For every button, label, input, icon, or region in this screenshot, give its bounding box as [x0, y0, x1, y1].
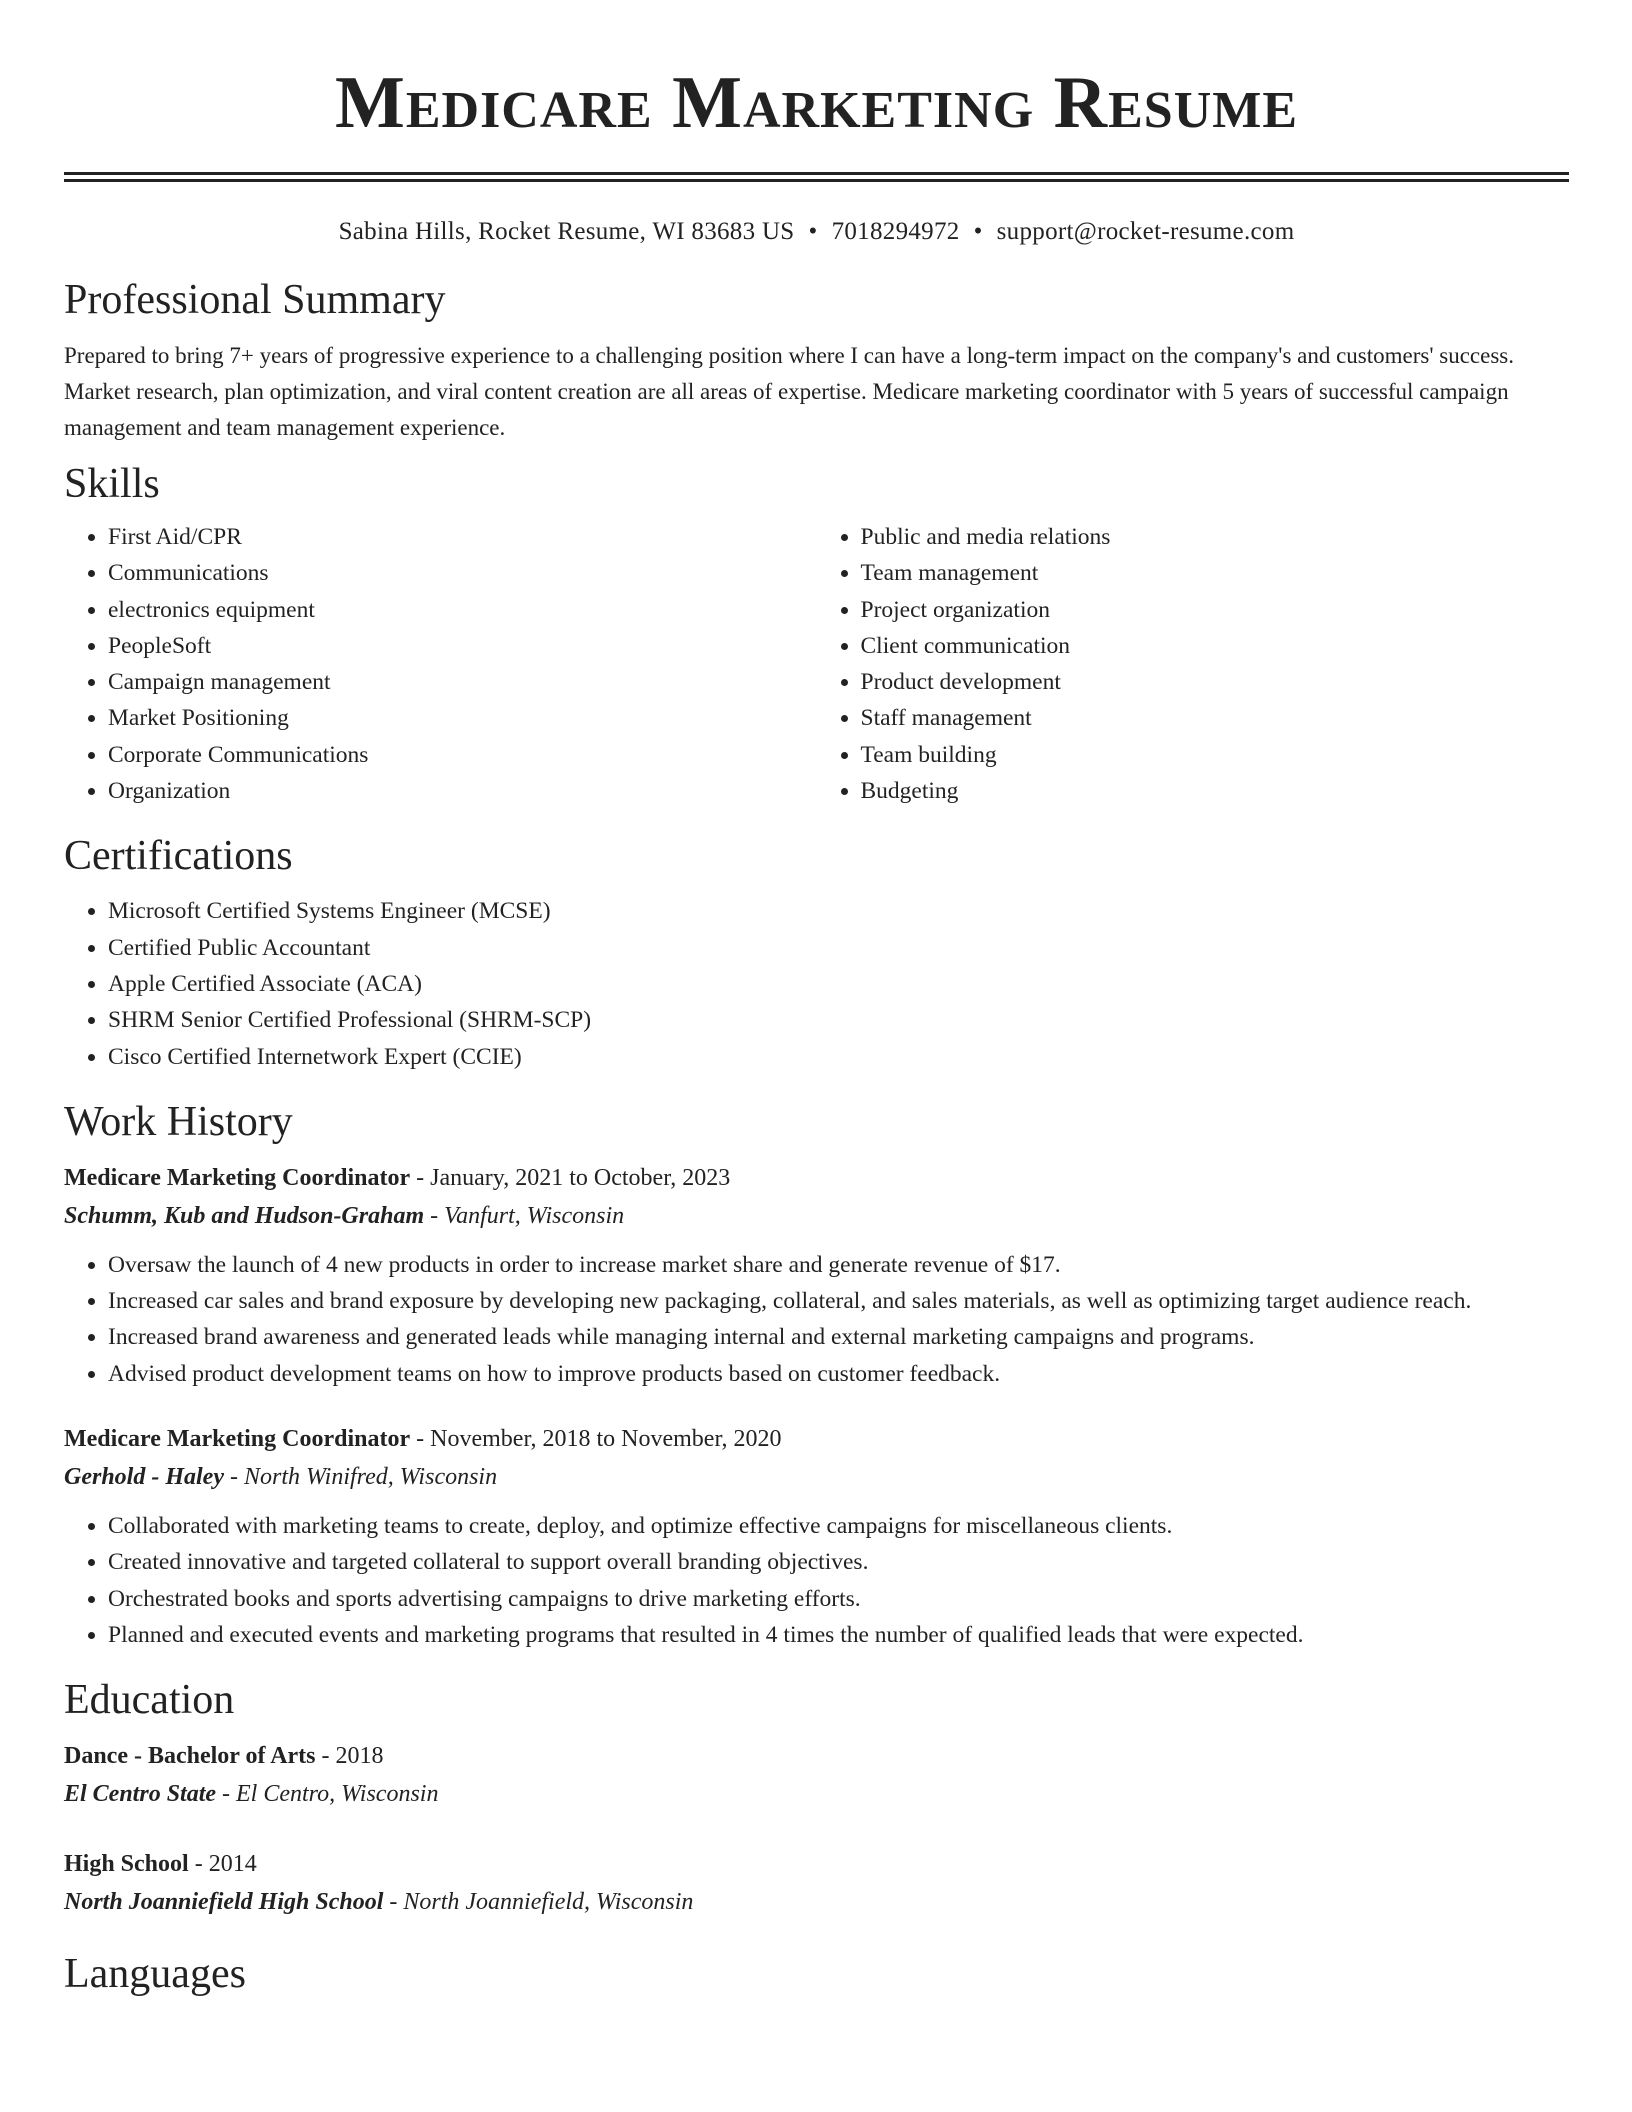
languages-heading: Languages — [64, 1951, 246, 1998]
job-duty: • Increased brand awareness and generated leads while managing internal and external marketing campaigns and programs. — [108, 1319, 1569, 1355]
skill-item: • Campaign management — [108, 664, 817, 700]
skill-item: • Team management — [861, 555, 1570, 591]
job-location: - North Winifred, Wisconsin — [223, 1464, 498, 1491]
skill-item: • Budgeting — [861, 773, 1570, 809]
contact-address: Sabina Hills, Rocket Resume, WI 83683 US — [338, 218, 795, 245]
job-duty: • Increased car sales and brand exposure by developing new packaging, collateral, and sales materials, as well as optimizing target audience reach. — [108, 1283, 1569, 1319]
certification-item: • Certified Public Accountant — [108, 930, 1569, 966]
skill-item: • electronics equipment — [108, 592, 817, 628]
contact-email: support@rocket-resume.com — [996, 218, 1295, 245]
skills-grid — [64, 519, 1569, 809]
skill-item: • Project organization — [861, 592, 1570, 628]
skill-item: • First Aid/CPR — [108, 519, 817, 555]
skill-item: • Staff management — [861, 700, 1570, 736]
job-duty: • Orchestrated books and sports advertising campaigns to drive marketing efforts. — [108, 1581, 1569, 1617]
education-heading: Education — [64, 1677, 235, 1724]
skill-item: • Product development — [861, 664, 1570, 700]
job-title: Medicare Marketing Coordinator — [64, 1426, 411, 1453]
skills-list-left — [64, 519, 817, 809]
certifications-list — [64, 893, 1569, 1074]
job-company: Gerhold - Haley — [64, 1464, 224, 1491]
job-header — [64, 1159, 1569, 1197]
education-degree: Dance - Bachelor of Arts — [64, 1743, 316, 1770]
skill-item: • Market Positioning — [108, 700, 817, 736]
skill-item: • Corporate Communications — [108, 737, 817, 773]
job-dates: - November, 2018 to November, 2020 — [410, 1426, 782, 1453]
education-year: - 2014 — [188, 1851, 257, 1878]
resume-page — [64, 0, 1569, 1999]
job-company-line — [64, 1197, 1569, 1235]
job-company: Schumm, Kub and Hudson-Graham — [64, 1202, 425, 1229]
education-school-line — [64, 1883, 1569, 1921]
certifications-heading: Certifications — [64, 833, 293, 880]
job-duties-list — [64, 1508, 1569, 1653]
job-title: Medicare Marketing Coordinator — [64, 1164, 411, 1191]
education-school-line — [64, 1775, 1569, 1813]
education-entry — [64, 1737, 1569, 1813]
job-entry — [64, 1159, 1569, 1392]
education-entry — [64, 1845, 1569, 1921]
job-duty: • Planned and executed events and marketing programs that resulted in 4 times the number of qualified leads that were expected. — [108, 1617, 1569, 1653]
job-duty: • Created innovative and targeted collateral to support overall branding objectives. — [108, 1544, 1569, 1580]
job-duty: • Collaborated with marketing teams to create, deploy, and optimize effective campaigns for miscellaneous clients. — [108, 1508, 1569, 1544]
skill-item: • Communications — [108, 555, 817, 591]
contact-phone: 7018294972 — [831, 218, 960, 245]
contact-separator: • — [973, 218, 983, 245]
skill-item: • Public and media relations — [861, 519, 1570, 555]
job-duty: • Oversaw the launch of 4 new products in order to increase market share and generate revenue of $17. — [108, 1247, 1569, 1283]
title-double-rule — [64, 172, 1569, 182]
education-school: El Centro State — [64, 1781, 217, 1808]
contact-separator: • — [808, 218, 818, 245]
certification-item: • Microsoft Certified Systems Engineer (MCSE) — [108, 893, 1569, 929]
job-company-line — [64, 1458, 1569, 1496]
job-duty: • Advised product development teams on how to improve products based on customer feedback. — [108, 1356, 1569, 1392]
summary-heading: Professional Summary — [64, 277, 446, 323]
skill-item: • PeopleSoft — [108, 628, 817, 664]
education-school: North Joanniefield High School — [64, 1889, 384, 1916]
skill-item: • Organization — [108, 773, 817, 809]
certification-item: • SHRM Senior Certified Professional (SHRM-SCP) — [108, 1002, 1569, 1038]
certification-item: • Apple Certified Associate (ACA) — [108, 966, 1569, 1002]
job-entry — [64, 1420, 1569, 1653]
education-location: - North Joanniefield, Wisconsin — [383, 1889, 694, 1916]
job-dates: - January, 2021 to October, 2023 — [410, 1164, 731, 1191]
certification-item: • Cisco Certified Internetwork Expert (CCIE) — [108, 1039, 1569, 1075]
summary-text: Prepared to bring 7+ years of progressive experience to a challenging position where I can have a long-term impact on the company's and customers' success. Market research, plan optimization, and viral content creation are all areas of expertise. Medicare marketing coordinator with 5 years of successful campaign management and team management experience. — [64, 343, 1514, 440]
job-duties-list — [64, 1247, 1569, 1392]
resume-title: Medicare Marketing Resume — [334, 62, 1299, 144]
skills-heading: Skills — [64, 461, 160, 507]
job-location: - Vanfurt, Wisconsin — [424, 1202, 625, 1229]
work-history-heading: Work History — [64, 1098, 293, 1145]
education-location: - El Centro, Wisconsin — [216, 1781, 439, 1808]
education-degree-line — [64, 1737, 1569, 1775]
skill-item: • Client communication — [861, 628, 1570, 664]
skills-list-right — [817, 519, 1570, 809]
job-header — [64, 1420, 1569, 1458]
education-year: - 2018 — [315, 1743, 384, 1770]
skill-item: • Team building — [861, 737, 1570, 773]
education-degree: High School — [64, 1851, 189, 1878]
education-degree-line — [64, 1845, 1569, 1883]
contact-line — [64, 216, 1569, 248]
